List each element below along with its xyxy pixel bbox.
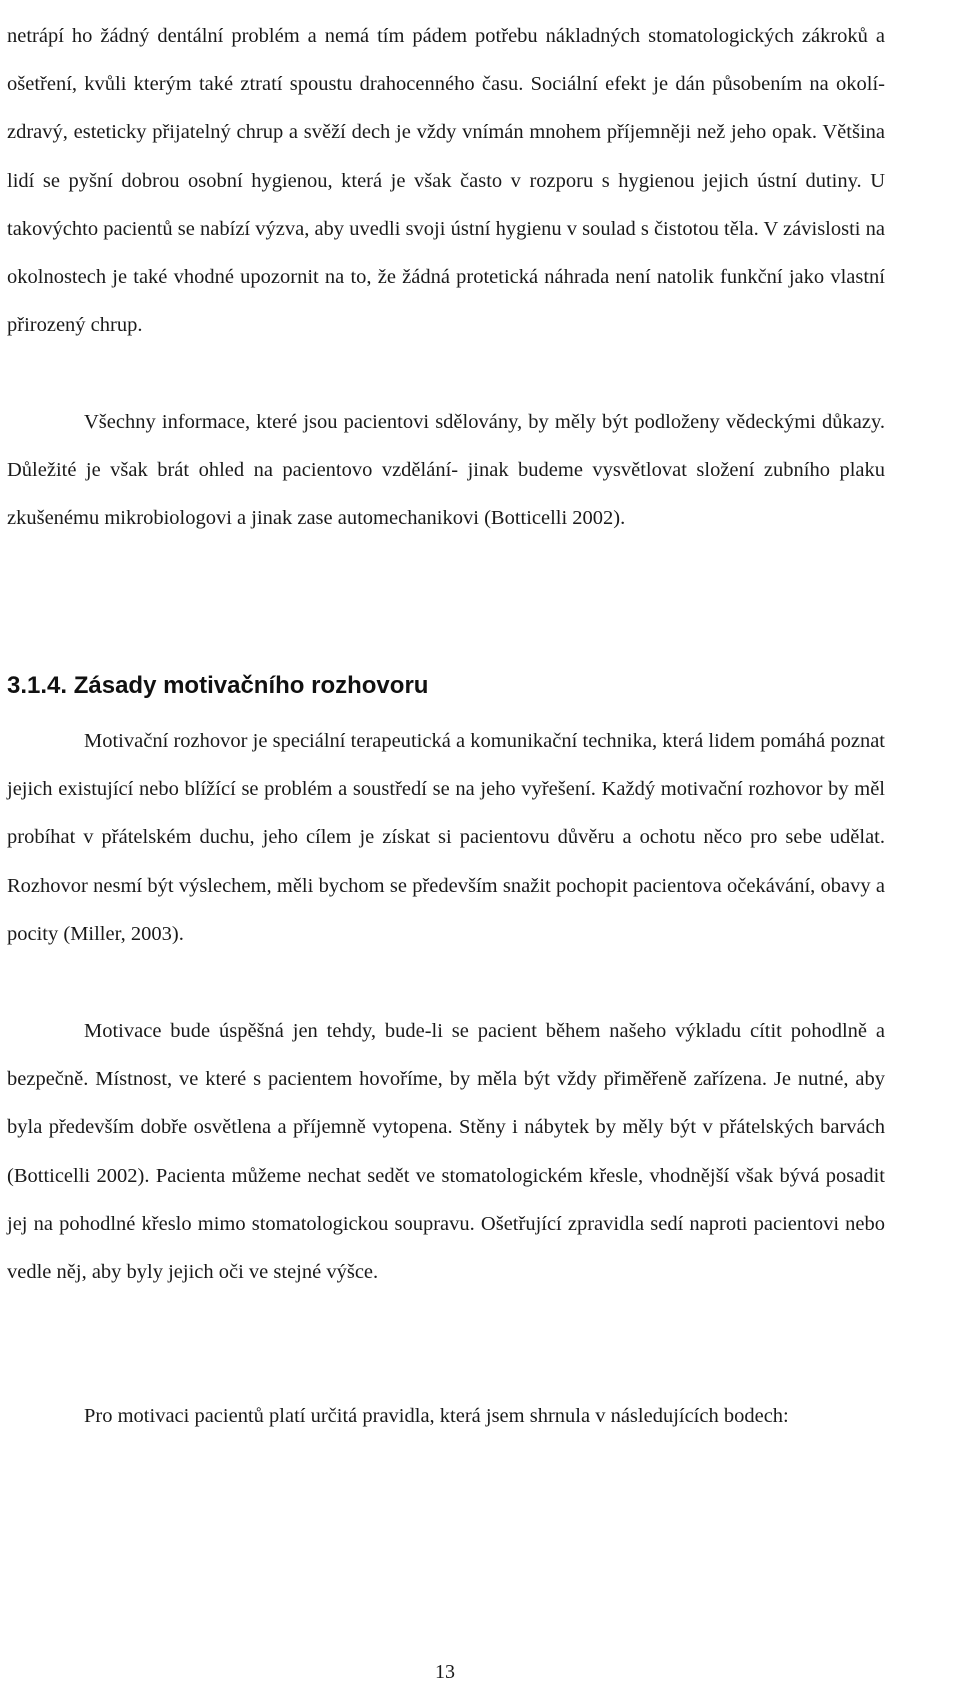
paragraph-motivational-interview: Motivační rozhovor je speciální terapeutická a komunikační technika, která lidem pomáhá poznat jejich existující nebo blížící se problém a soustředí se na jeho vyřešení. Každý motivační rozhovor by měl probíhat v přátelském duchu, jeho cílem je získat si pacientovu důvěru a ochotu něco pro sebe udělat. Rozhovor nesmí být výslechem, měli bychom se především snažit pochopit pacientova očekávání, obavy a pocity (Miller, 2003).: [7, 730, 885, 945]
paragraph-motivation-rules: Pro motivaci pacientů platí určitá pravidla, která jsem shrnula v následujících bodech:: [84, 1405, 789, 1427]
section-heading: 3.1.4. Zásady motivačního rozhovoru: [7, 672, 429, 699]
paragraph-scientific-evidence: Všechny informace, které jsou pacientovi sdělovány, by měly být podloženy vědeckými důkazy. Důležité je však brát ohled na pacientovo vzdělání- jinak budeme vysvětlovat složení zubního plaku zkušenému mikrobiologovi a jinak zase automechanikovi (Botticelli 2002).: [7, 411, 885, 530]
paragraph-motivation-success: Motivace bude úspěšná jen tehdy, bude-li se pacient během našeho výkladu cítit pohodlně a bezpečně. Místnost, ve které s pacientem hovoříme, by měla být vždy přiměřeně zařízena. Je nutné, aby byla především dobře osvětlena a příjemně vytopena. Stěny i nábytek by měly být v přátelských barvách (Botticelli 2002). Pacienta můžeme nechat sedět ve stomatologickém křesle, vhodnější však bývá posadit jej na pohodlné křeslo mimo stomatologickou soupravu. Ošetřující zpravidla sedí naproti pacientovi nebo vedle něj, aby byly jejich oči ve stejné výšce.: [7, 1020, 885, 1284]
paragraph-social-effect: netrápí ho žádný dentální problém a nemá tím pádem potřebu nákladných stomatologických zákroků a ošetření, kvůli kterým také ztratí spoustu drahocenného času. Sociální efekt je dán působením na okolí- zdravý, esteticky přijatelný chrup a svěží dech je vždy vnímán mnohem příjemněji než jeho opak. Většina lidí se pyšní dobrou osobní hygienou, která je však často v rozporu s hygienou jejich ústní dutiny. U takovýchto pacientů se nabízí výzva, aby uvedli svoji ústní hygienu v soulad s čistotou těla. V závislosti na okolnostech je také vhodné upozornit na to, že žádná protetická náhrada není natolik funkční jako vlastní přirozený chrup.: [7, 25, 885, 337]
page-number: 13: [435, 1661, 455, 1683]
